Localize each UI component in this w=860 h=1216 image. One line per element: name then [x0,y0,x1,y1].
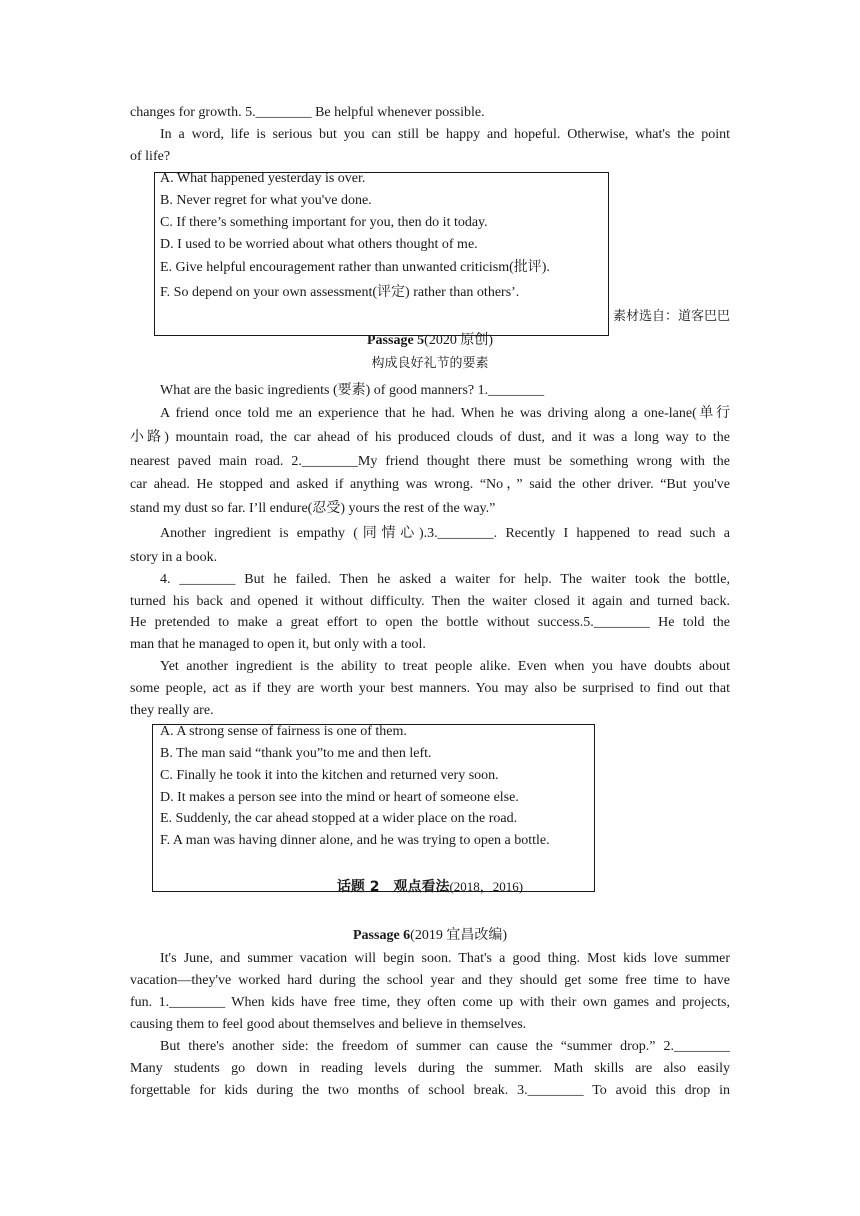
text-line: of life? [130,149,171,164]
option-item: E. Give helpful encouragement rather than unwanted criticism(批评). [160,260,550,275]
text-line: In a word, life is serious but you can still be happy and hopeful. Otherwise, what's the point [160,127,730,142]
text-line: What are the basic ingredients (要素) of good manners? 1.________ [160,383,545,398]
text-line: stand my dust so far. I’ll endure(忍受) yours the rest of the way.” [130,501,496,516]
option-item: F. A man was having dinner alone, and he was trying to open a bottle. [160,833,550,848]
option-item: C. Finally he took it into the kitchen and returned very soon. [160,768,499,783]
text-line: A friend once told me an experience that he had. When he was driving along a one-lane(单行 [160,406,730,421]
option-item: B. Never regret for what you've done. [160,193,372,208]
option-item: D. It makes a person see into the mind or heart of someone else. [160,790,519,805]
topic-heading-note: (2018，2016) [449,879,524,894]
passage-title-note: (2020 原创) [424,333,493,348]
text-line: story in a book. [130,550,218,565]
text-line: But there's another side: the freedom of summer can cause the “summer drop.” 2.________ [160,1039,730,1054]
passage-title [130,330,730,352]
text-line: they really are. [130,703,214,718]
option-item: F. So depend on your own assessment(评定) rather than others’. [160,285,520,300]
text-line: car ahead. He stopped and asked if anything was wrong. “No，” said the other driver. “But you've [130,477,730,492]
text-line: causing them to feel good about themselves and believe in themselves. [130,1017,527,1032]
passage-title [130,925,730,947]
text-line: He pretended to make a great effort to open the bottle without success.5.________ He told the [130,615,730,630]
text-line: forgettable for kids during the two months of school break. 3.________ To avoid this drop in [130,1083,730,1098]
text-line: nearest paved main road. 2.________My friend thought there must be something wrong with the [130,454,730,469]
text-line: Another ingredient is empathy (同情心).3.________. Recently I happened to read such a [160,526,730,541]
text-line: vacation—they've worked hard during the school year and they should get some free time to have [130,973,730,988]
text-line: Many students go down in reading levels during the summer. Math skills are also easily [130,1061,730,1076]
text-line: man that he managed to open it, but only with a tool. [130,637,426,652]
passage-title-bold: Passage 5 [367,333,425,348]
passage-subtitle: 构成良好礼节的要素 [371,356,489,371]
passage-title-note: (2019 宜昌改编) [410,928,507,943]
text-line: 4. ________ But he failed. Then he asked a waiter for help. The waiter took the bottle, [160,572,730,587]
text-line: turned his back and opened it without difficulty. Then the waiter closed it again and turned back. [130,594,730,609]
source-note: 素材选自：道客巴巴 [612,309,730,324]
option-item: C. If there’s something important for you, then do it today. [160,215,488,230]
option-item: B. The man said “thank you”to me and then left. [160,746,432,761]
option-item: A. What happened yesterday is over. [160,171,366,186]
text-line: changes for growth. 5.________ Be helpful whenever possible. [130,105,485,120]
text-line: fun. 1.________ When kids have free time, they often come up with their own games and projects, [130,995,730,1010]
option-item: D. I used to be worried about what others thought of me. [160,237,478,252]
option-item: E. Suddenly, the car ahead stopped at a wider place on the road. [160,811,518,826]
passage-title-bold: Passage 6 [353,928,411,943]
option-item: A. A strong sense of fairness is one of them. [160,724,407,739]
text-line: 小路) mountain road, the car ahead of his produced clouds of dust, and it was a long way to the [130,430,730,445]
topic-heading [130,876,730,899]
topic-heading-bold: 话题 2 观点看法 [336,879,450,895]
text-line: Yet another ingredient is the ability to treat people alike. Even when you have doubts about [160,659,730,674]
text-line: some people, act as if they are worth your best manners. You may also be surprised to find out that [130,681,730,696]
text-line: It's June, and summer vacation will begin soon. That's a good thing. Most kids love summer [160,951,730,966]
